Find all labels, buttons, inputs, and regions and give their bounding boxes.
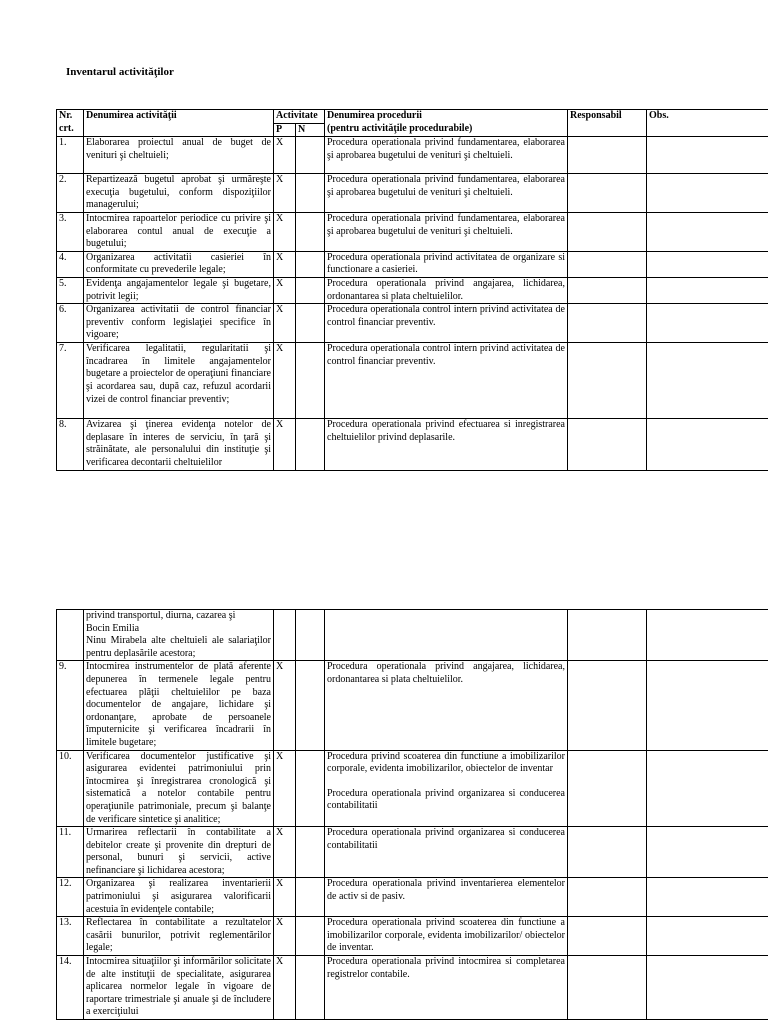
row-activity: Intocmirea rapoartelor periodice cu privire şi elaborarea contul anual de execuţie a bugetului; [84, 212, 274, 251]
row-procedure [325, 610, 568, 661]
row-activity: Verificarea legalitatii, regularitatii şi încadrarea în limitele angajamentelor bugetare a proiectelor de operaţiuni financiare şi acordarea sau, după caz, refuzul acordarii vizei de control financiar preventiv; [84, 343, 274, 419]
row-procedure-primary: Procedura privind scoaterea din functiune a imobilizarilor corporale, evidenta imobilizarilor, obiectelor de inventar [327, 750, 565, 775]
row-nr: 8. [57, 419, 84, 470]
row-n [296, 661, 325, 750]
table-header-row [57, 110, 768, 124]
row-nr: 1. [57, 137, 84, 174]
row-procedure: Procedura operationala privind fundamentarea, elaborarea şi aprobarea bugetului de venituri şi cheltuieli. [325, 137, 568, 174]
row-procedure: Procedura operationala privind fundamentarea, elaborarea şi aprobarea bugetului de venituri şi cheltuieli. [325, 174, 568, 213]
row-activity: Elaborarea proiectul anual de buget de venituri şi cheltuieli; [84, 137, 274, 174]
row-activity: Repartizează bugetul aprobat şi urmăreşte execuţia bugetului, conform dispoziţiilor managerului; [84, 174, 274, 213]
row-p: X [274, 212, 296, 251]
table-row [57, 827, 768, 878]
table-row [57, 251, 768, 277]
row-procedure [325, 750, 568, 827]
row-p: X [274, 917, 296, 956]
row-responsible [568, 956, 647, 1020]
row-responsible [568, 750, 647, 827]
row-activity-continuation [84, 610, 274, 661]
table-row-continuation [57, 610, 768, 661]
table-row [57, 277, 768, 303]
header-procedure-line1: Denumirea procedurii [327, 110, 422, 121]
table-row [57, 212, 768, 251]
header-p: P [274, 123, 296, 137]
row-nr: 5. [57, 277, 84, 303]
row-nr: 13. [57, 917, 84, 956]
row-procedure: Procedura operationala privind scoaterea din functiune a imobilizarilor corporale, evidenta imobilizarilor/ obiectelor de inventar. [325, 917, 568, 956]
header-activitate: Activitate [274, 110, 325, 124]
row-n [296, 174, 325, 213]
row-activity: Intocmirea instrumentelor de plată aferente depunerea în termenele legale pentru efectuarea plăţii cheltuielilor pe baza documentelor de angajare, lichidare şi ordonanţare, aprobate de persoanele împuternicite şi verificarea încadrarii în limitele bugetare; [84, 661, 274, 750]
table-row [57, 917, 768, 956]
page-title: Inventarul activităţilor [66, 66, 174, 78]
row-obs [647, 610, 768, 661]
row-activity: Organizarea activitatii casieriei în conformitate cu prevederile legale; [84, 251, 274, 277]
row-responsible [568, 174, 647, 213]
row-nr: 6. [57, 304, 84, 343]
row-obs [647, 956, 768, 1020]
row-nr: 4. [57, 251, 84, 277]
table-row [57, 878, 768, 917]
row-responsible [568, 827, 647, 878]
row-nr: 7. [57, 343, 84, 419]
row-activity: Organizarea şi realizarea inventarierii patrimoniului şi asigurarea valorificarii acestuia în evidenţele contabile; [84, 878, 274, 917]
row-n [296, 956, 325, 1020]
continuation-line2: Bocin Emilia [86, 622, 140, 634]
header-activity: Denumirea activităţii [84, 110, 274, 137]
row-n [296, 917, 325, 956]
row-nr: 3. [57, 212, 84, 251]
row-obs [647, 304, 768, 343]
row-p: X [274, 750, 296, 827]
row-nr: 14. [57, 956, 84, 1020]
row-n [296, 878, 325, 917]
row-n [296, 277, 325, 303]
row-p: X [274, 174, 296, 213]
row-procedure: Procedura operationala privind intocmirea si completarea registrelor contabile. [325, 956, 568, 1020]
row-activity: Verificarea documentelor justificative şi asigurarea evidentei patrimoniului prin întocmirea şi înregistrarea cronologică şi sistematică a notelor contabile pentru operaţiunile patrimoniale, precum şi balanţe de verificare sintetice şi analitice; [84, 750, 274, 827]
row-responsible [568, 212, 647, 251]
table-row [57, 304, 768, 343]
row-procedure-secondary: Procedura operationala privind organizarea si conducerea contabilitatii [327, 787, 565, 812]
row-p: X [274, 419, 296, 470]
row-p: X [274, 304, 296, 343]
activity-inventory-table-page1 [56, 109, 768, 471]
row-responsible [568, 137, 647, 174]
row-responsible [568, 610, 647, 661]
row-n [296, 750, 325, 827]
header-procedure-line2: (pentru activităţile procedurabile) [327, 122, 473, 134]
row-responsible [568, 343, 647, 419]
row-obs [647, 343, 768, 419]
row-n [296, 343, 325, 419]
row-p: X [274, 661, 296, 750]
table-row [57, 137, 768, 174]
row-nr [57, 610, 84, 661]
row-responsible [568, 878, 647, 917]
table-row [57, 956, 768, 1020]
row-procedure: Procedura operationala privind efectuarea si inregistrarea cheltuielilor privind deplasarile. [325, 419, 568, 470]
row-n [296, 827, 325, 878]
row-responsible [568, 419, 647, 470]
row-responsible [568, 277, 647, 303]
row-p: X [274, 137, 296, 174]
table-row [57, 419, 768, 470]
header-responsible: Responsabil [568, 110, 647, 137]
row-n [296, 610, 325, 661]
row-activity: Evidenţa angajamentelor legale şi bugetare, potrivit legii; [84, 277, 274, 303]
continuation-line3: Ninu Mirabela alte cheltuieli ale salariaţilor pentru deplasările acestora; [86, 635, 271, 659]
row-activity: Organizarea activitatii de control financiar preventiv conform legislaţiei specifice în vigoare; [84, 304, 274, 343]
row-p: X [274, 277, 296, 303]
row-n [296, 419, 325, 470]
table-row [57, 343, 768, 419]
row-obs [647, 917, 768, 956]
row-procedure: Procedura operationala privind inventarierea elementelor de activ si de pasiv. [325, 878, 568, 917]
row-obs [647, 212, 768, 251]
row-procedure: Procedura operationala privind angajarea, lichidarea, ordonantarea si plata cheltuielilor. [325, 277, 568, 303]
continuation-line1: privind transportul, diurna, cazarea şi [86, 610, 236, 621]
row-n [296, 251, 325, 277]
row-n [296, 137, 325, 174]
row-p: X [274, 878, 296, 917]
row-activity: Avizarea şi ţinerea evidenţa notelor de deplasare în interes de serviciu, în ţară şi străinătate, ale personalului din instituţie şi verificarea decontarii cheltuielilor [84, 419, 274, 470]
row-nr: 10. [57, 750, 84, 827]
header-obs: Obs. [647, 110, 768, 137]
row-obs [647, 827, 768, 878]
row-p: X [274, 251, 296, 277]
row-obs [647, 174, 768, 213]
table-row [57, 661, 768, 750]
row-obs [647, 750, 768, 827]
row-procedure: Procedura operationala privind activitatea de organizare si functionare a casieriei. [325, 251, 568, 277]
row-activity: Urmarirea reflectarii în contabilitate a debitelor create şi provenite din drepturi de personal, bunuri şi servicii, active nefinanciare şi lichidarea acestora; [84, 827, 274, 878]
header-procedure [325, 110, 568, 137]
row-responsible [568, 917, 647, 956]
table-row [57, 174, 768, 213]
row-p [274, 610, 296, 661]
row-activity: Intocmirea situaţiilor şi informărilor solicitate de alte instituţii de specialitate, asigurarea aplicarea normelor legale în vigoare de raportare trimestriale şi anuale şi de încludere a exerciţiului [84, 956, 274, 1020]
row-obs [647, 419, 768, 470]
row-responsible [568, 304, 647, 343]
header-n: N [296, 123, 325, 137]
activity-inventory-table-page2 [56, 609, 768, 1020]
row-obs [647, 878, 768, 917]
row-procedure: Procedura operationala privind angajarea, lichidarea, ordonantarea si plata cheltuielilor. [325, 661, 568, 750]
row-activity: Reflectarea în contabilitate a rezultatelor casării bunurilor, potrivit reglementărilor legale; [84, 917, 274, 956]
row-nr: 2. [57, 174, 84, 213]
row-p: X [274, 827, 296, 878]
row-procedure: Procedura operationala privind fundamentarea, elaborarea şi aprobarea bugetului de venituri şi cheltuieli. [325, 212, 568, 251]
row-nr: 9. [57, 661, 84, 750]
row-nr: 12. [57, 878, 84, 917]
row-procedure: Procedura operationala privind organizarea si conducerea contabilitatii [325, 827, 568, 878]
row-responsible [568, 251, 647, 277]
row-obs [647, 137, 768, 174]
row-n [296, 212, 325, 251]
row-obs [647, 661, 768, 750]
row-nr: 11. [57, 827, 84, 878]
row-responsible [568, 661, 647, 750]
row-obs [647, 251, 768, 277]
row-obs [647, 277, 768, 303]
row-p: X [274, 343, 296, 419]
table-row [57, 750, 768, 827]
row-n [296, 304, 325, 343]
row-procedure: Procedura operationala control intern privind activitatea de control financiar preventiv. [325, 304, 568, 343]
row-p: X [274, 956, 296, 1020]
row-procedure: Procedura operationala control intern privind activitatea de control financiar preventiv. [325, 343, 568, 419]
header-nr: Nr. crt. [57, 110, 84, 137]
